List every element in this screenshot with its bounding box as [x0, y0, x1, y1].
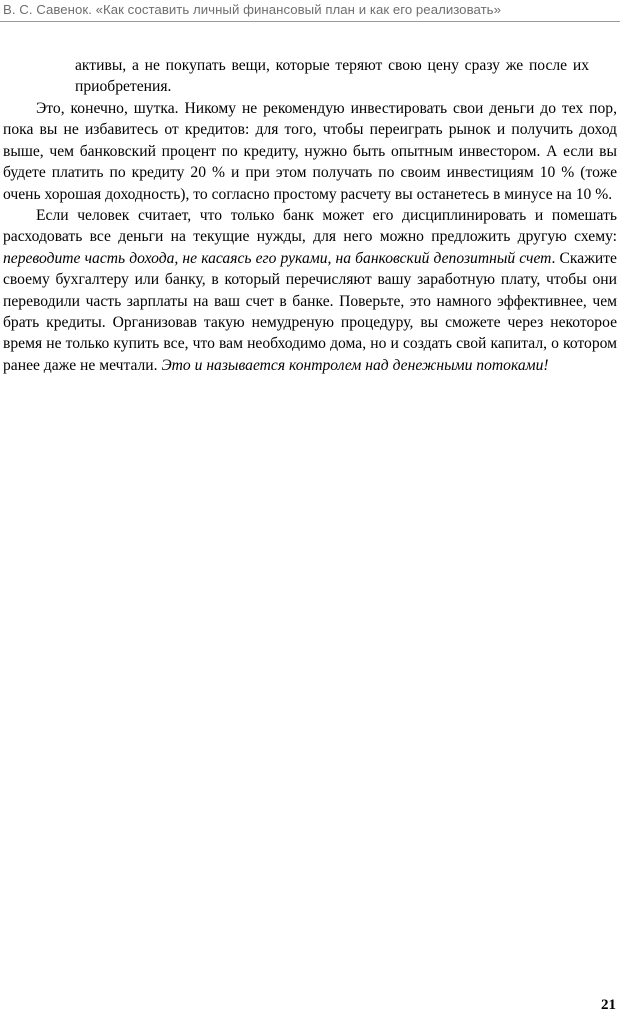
paragraph-joke: Это, конечно, шутка. Никому не рекомендую инвестировать свои деньги до тех пор, пока вы не избавитесь от кредитов: для того, чтобы переиграть рынок и получить доход выше, чем банковский процент по кредиту, нужно быть опытным инвестором. А если вы будете платить по кредиту 20 % и при этом получать по своим инвестициям 10 % (тоже очень хорошая доходность), то согласно простому расчету вы останетесь в минусе на 10 %.: [3, 100, 617, 203]
paragraph-scheme-part2: . Скажите своему бухгалтеру или банку, в который перечисляют вашу заработную плату, чтобы они переводили часть зарплаты на ваш счет в банке. Поверьте, это намного эффективнее, чем брать кредиты. Организовав такую немудреную процедуру, вы сможете через некоторое время не только купить все, что вам необходимо дома, но и создать свой капитал, о котором ранее даже не мечтали.: [3, 249, 617, 374]
page-number: 21: [601, 997, 616, 1013]
running-header: В. С. Савенок. «Как составить личный финансовый план и как его реализовать»: [3, 2, 501, 17]
body-text: [3, 98, 617, 376]
paragraph-scheme-part1: Если человек считает, что только банк может его дисциплинировать и помешать расходовать все деньги на текущие нужды, для него можно предложить другую схему:: [3, 207, 617, 246]
quote-text: активы, а не покупать вещи, которые теряют свою цену сразу же после их приобретения.: [75, 57, 589, 96]
paragraph-scheme-italic1: переводите часть дохода, не касаясь его руками, на банковский депозитный счет: [3, 249, 552, 267]
header-divider: [0, 21, 620, 22]
paragraph-scheme-italic2: Это и называется контролем над денежными потоками!: [161, 356, 549, 374]
paragraph-scheme: [3, 205, 617, 376]
quote-block: [75, 55, 589, 98]
